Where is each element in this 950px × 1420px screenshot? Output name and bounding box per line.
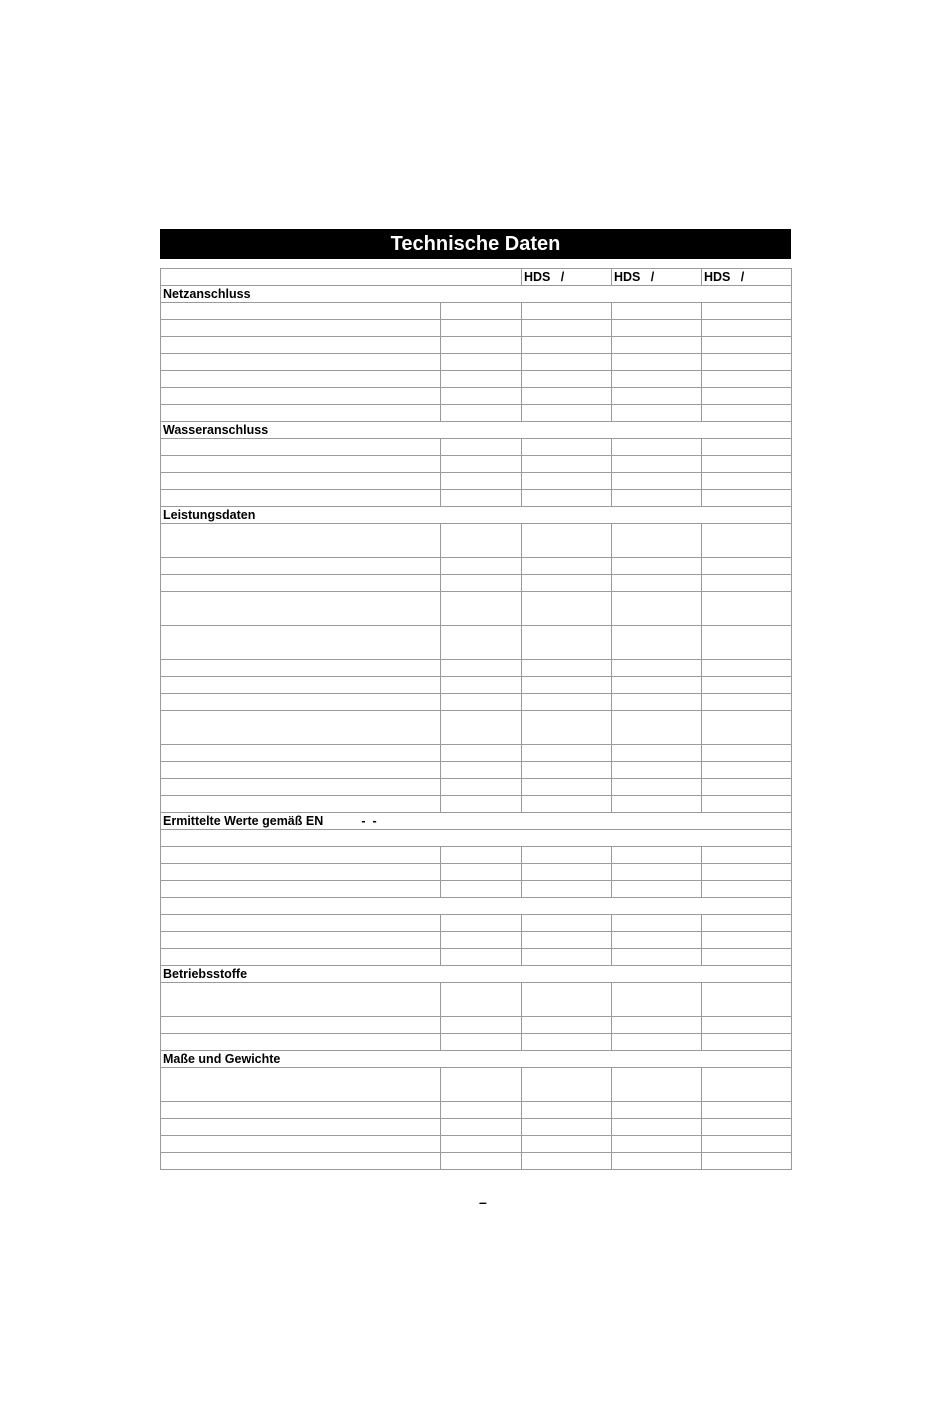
table-cell — [522, 1017, 612, 1034]
table-cell — [441, 524, 522, 558]
table-cell — [161, 898, 792, 915]
table-cell — [441, 779, 522, 796]
table-cell — [702, 796, 792, 813]
table-cell — [161, 1102, 441, 1119]
table-cell — [612, 354, 702, 371]
table-cell — [161, 473, 441, 490]
table-cell — [522, 592, 612, 626]
table-cell — [702, 1102, 792, 1119]
table-cell — [702, 881, 792, 898]
table-cell — [522, 983, 612, 1017]
table-cell — [522, 762, 612, 779]
table-cell — [522, 881, 612, 898]
table-cell — [441, 864, 522, 881]
table-cell — [161, 626, 441, 660]
table-cell — [161, 303, 441, 320]
table-cell — [161, 405, 441, 422]
table-cell — [702, 915, 792, 932]
table-cell — [612, 1068, 702, 1102]
table-cell — [702, 337, 792, 354]
table-cell — [161, 337, 441, 354]
table-cell — [612, 1136, 702, 1153]
table-cell — [522, 405, 612, 422]
table-cell — [612, 1017, 702, 1034]
table-cell — [522, 575, 612, 592]
table-row — [161, 1068, 792, 1102]
model-column-header: HDS / — [522, 269, 612, 286]
table-cell — [702, 524, 792, 558]
table-cell — [522, 694, 612, 711]
table-row — [161, 949, 792, 966]
table-row — [161, 881, 792, 898]
table-cell — [522, 796, 612, 813]
table-cell — [161, 745, 441, 762]
table-cell — [161, 592, 441, 626]
table-cell — [161, 456, 441, 473]
table-row — [161, 1102, 792, 1119]
table-cell — [161, 949, 441, 966]
table-cell — [612, 320, 702, 337]
table-cell — [161, 388, 441, 405]
table-cell — [441, 575, 522, 592]
table-row — [161, 1034, 792, 1051]
table-cell — [522, 677, 612, 694]
table-cell — [612, 677, 702, 694]
table-row — [161, 388, 792, 405]
table-cell — [522, 456, 612, 473]
table-cell — [702, 592, 792, 626]
table-cell — [702, 473, 792, 490]
table-cell — [702, 1119, 792, 1136]
table-row — [161, 711, 792, 745]
table-cell — [612, 439, 702, 456]
table-cell — [612, 779, 702, 796]
table-cell — [161, 524, 441, 558]
table-cell — [702, 303, 792, 320]
table-cell — [612, 881, 702, 898]
table-row — [161, 1153, 792, 1170]
technical-data-table — [160, 268, 792, 1170]
table-cell — [441, 881, 522, 898]
table-cell — [702, 864, 792, 881]
table-cell — [522, 524, 612, 558]
table-cell — [161, 1034, 441, 1051]
table-cell — [161, 1068, 441, 1102]
table-cell — [612, 371, 702, 388]
table-cell — [702, 439, 792, 456]
table-cell — [612, 762, 702, 779]
section-header-row — [161, 286, 792, 303]
table-row — [161, 337, 792, 354]
table-cell — [161, 320, 441, 337]
table-cell — [522, 711, 612, 745]
table-cell — [702, 677, 792, 694]
table-cell — [161, 864, 441, 881]
table-cell — [161, 796, 441, 813]
table-cell — [522, 1136, 612, 1153]
table-row — [161, 796, 792, 813]
table-cell — [441, 388, 522, 405]
table-cell — [441, 1119, 522, 1136]
table-row — [161, 354, 792, 371]
section-title: Wasseranschluss — [161, 422, 792, 439]
table-cell — [161, 354, 441, 371]
table-cell — [522, 1034, 612, 1051]
table-cell — [161, 915, 441, 932]
table-cell — [702, 711, 792, 745]
table-cell — [441, 337, 522, 354]
table-cell — [441, 456, 522, 473]
table-cell — [702, 1153, 792, 1170]
table-row — [161, 677, 792, 694]
table-cell — [702, 320, 792, 337]
table-cell — [702, 388, 792, 405]
table-cell — [441, 1153, 522, 1170]
table-cell — [612, 473, 702, 490]
section-title: Leistungsdaten — [161, 507, 792, 524]
table-cell — [612, 932, 702, 949]
table-cell — [441, 439, 522, 456]
section-header-row — [161, 1051, 792, 1068]
table-cell — [702, 932, 792, 949]
table-cell — [441, 592, 522, 626]
table-cell — [702, 983, 792, 1017]
table-cell — [612, 592, 702, 626]
table-cell — [522, 388, 612, 405]
table-row — [161, 745, 792, 762]
table-cell — [612, 337, 702, 354]
table-cell — [702, 694, 792, 711]
table-cell — [522, 558, 612, 575]
table-cell — [702, 575, 792, 592]
table-cell — [441, 558, 522, 575]
table-row — [161, 456, 792, 473]
table-cell — [441, 796, 522, 813]
table-header-row — [161, 269, 792, 286]
table-cell — [441, 745, 522, 762]
table-cell — [161, 694, 441, 711]
table-row — [161, 1136, 792, 1153]
page-number: – — [479, 1194, 487, 1210]
table-cell — [702, 456, 792, 473]
table-cell — [612, 575, 702, 592]
table-cell — [702, 626, 792, 660]
section-title: Ermittelte Werte gemäß EN - - — [161, 813, 792, 830]
table-cell — [702, 762, 792, 779]
table-row — [161, 983, 792, 1017]
table-row — [161, 1017, 792, 1034]
table-cell — [441, 694, 522, 711]
table-row — [161, 915, 792, 932]
table-cell — [612, 558, 702, 575]
model-column-header: HDS / — [702, 269, 792, 286]
section-header-row — [161, 966, 792, 983]
table-row — [161, 898, 792, 915]
table-cell — [612, 745, 702, 762]
table-cell — [161, 711, 441, 745]
table-row — [161, 932, 792, 949]
table-cell — [702, 1136, 792, 1153]
table-cell — [702, 847, 792, 864]
table-cell — [441, 677, 522, 694]
table-cell — [702, 1034, 792, 1051]
table-cell — [612, 711, 702, 745]
table-row — [161, 405, 792, 422]
table-row — [161, 303, 792, 320]
table-row — [161, 626, 792, 660]
table-cell — [161, 660, 441, 677]
table-row — [161, 575, 792, 592]
table-cell — [522, 303, 612, 320]
table-cell — [441, 490, 522, 507]
table-cell — [522, 439, 612, 456]
table-cell — [522, 320, 612, 337]
table-cell — [522, 337, 612, 354]
section-header-row — [161, 422, 792, 439]
table-cell — [612, 1119, 702, 1136]
table-cell — [161, 677, 441, 694]
table-row — [161, 524, 792, 558]
table-cell — [441, 762, 522, 779]
table-cell — [441, 320, 522, 337]
table-row — [161, 320, 792, 337]
table-cell — [441, 405, 522, 422]
table-cell — [441, 1017, 522, 1034]
table-cell — [612, 660, 702, 677]
table-cell — [161, 439, 441, 456]
table-cell — [612, 1102, 702, 1119]
table-cell — [522, 932, 612, 949]
table-cell — [522, 626, 612, 660]
table-cell — [161, 762, 441, 779]
table-cell — [612, 456, 702, 473]
table-cell — [612, 796, 702, 813]
table-cell — [161, 932, 441, 949]
section-title: Betriebsstoffe — [161, 966, 792, 983]
table-cell — [522, 779, 612, 796]
table-cell — [441, 303, 522, 320]
model-column-header: HDS / — [612, 269, 702, 286]
table-cell — [702, 490, 792, 507]
table-cell — [612, 983, 702, 1017]
table-cell — [702, 1017, 792, 1034]
table-cell — [522, 371, 612, 388]
table-cell — [612, 864, 702, 881]
section-header-row — [161, 813, 792, 830]
table-cell — [702, 405, 792, 422]
table-cell — [161, 1153, 441, 1170]
table-cell — [702, 745, 792, 762]
table-cell — [441, 1102, 522, 1119]
section-title: Maße und Gewichte — [161, 1051, 792, 1068]
table-cell — [522, 354, 612, 371]
table-cell — [441, 473, 522, 490]
table-cell — [702, 558, 792, 575]
table-cell — [441, 847, 522, 864]
table-cell — [441, 626, 522, 660]
table-cell — [522, 490, 612, 507]
table-row — [161, 660, 792, 677]
table-cell — [612, 405, 702, 422]
table-cell — [441, 1136, 522, 1153]
table-row — [161, 762, 792, 779]
table-cell — [441, 1068, 522, 1102]
section-title: Netzanschluss — [161, 286, 792, 303]
table-cell — [441, 354, 522, 371]
table-cell — [702, 371, 792, 388]
table-cell — [522, 847, 612, 864]
table-cell — [702, 949, 792, 966]
table-row — [161, 830, 792, 847]
table-cell — [161, 881, 441, 898]
table-row — [161, 473, 792, 490]
table-cell — [522, 660, 612, 677]
table-cell — [522, 745, 612, 762]
table-cell — [161, 779, 441, 796]
table-cell — [522, 864, 612, 881]
table-cell — [441, 711, 522, 745]
table-cell — [161, 847, 441, 864]
table-cell — [702, 660, 792, 677]
table-cell — [612, 949, 702, 966]
table-cell — [161, 830, 792, 847]
table-cell — [161, 575, 441, 592]
table-cell — [522, 915, 612, 932]
table-row — [161, 490, 792, 507]
table-row — [161, 1119, 792, 1136]
page-title: Technische Daten — [160, 229, 791, 259]
table-cell — [161, 1136, 441, 1153]
table-cell — [522, 1153, 612, 1170]
table-cell — [612, 626, 702, 660]
section-header-row — [161, 507, 792, 524]
table-cell — [522, 1102, 612, 1119]
table-row — [161, 439, 792, 456]
table-cell — [441, 949, 522, 966]
table-cell — [612, 1153, 702, 1170]
table-cell — [441, 932, 522, 949]
table-cell — [612, 388, 702, 405]
table-row — [161, 847, 792, 864]
table-cell — [612, 303, 702, 320]
table-cell — [612, 847, 702, 864]
table-row — [161, 558, 792, 575]
table-cell — [441, 371, 522, 388]
table-cell — [522, 949, 612, 966]
table-cell — [441, 915, 522, 932]
table-cell — [522, 1119, 612, 1136]
table-row — [161, 779, 792, 796]
table-cell — [161, 1119, 441, 1136]
table-cell — [161, 558, 441, 575]
table-cell — [612, 694, 702, 711]
table-row — [161, 864, 792, 881]
table-cell — [702, 354, 792, 371]
table-cell — [702, 779, 792, 796]
table-row — [161, 694, 792, 711]
table-cell — [522, 1068, 612, 1102]
header-blank-cell — [161, 269, 522, 286]
table-cell — [161, 983, 441, 1017]
table-cell — [612, 490, 702, 507]
table-cell — [702, 1068, 792, 1102]
table-row — [161, 592, 792, 626]
table-cell — [161, 371, 441, 388]
table-cell — [161, 1017, 441, 1034]
table-cell — [612, 1034, 702, 1051]
table-cell — [161, 490, 441, 507]
table-cell — [612, 915, 702, 932]
table-cell — [441, 660, 522, 677]
table-cell — [441, 1034, 522, 1051]
table-row — [161, 371, 792, 388]
table-cell — [522, 473, 612, 490]
table-cell — [612, 524, 702, 558]
table-cell — [441, 983, 522, 1017]
